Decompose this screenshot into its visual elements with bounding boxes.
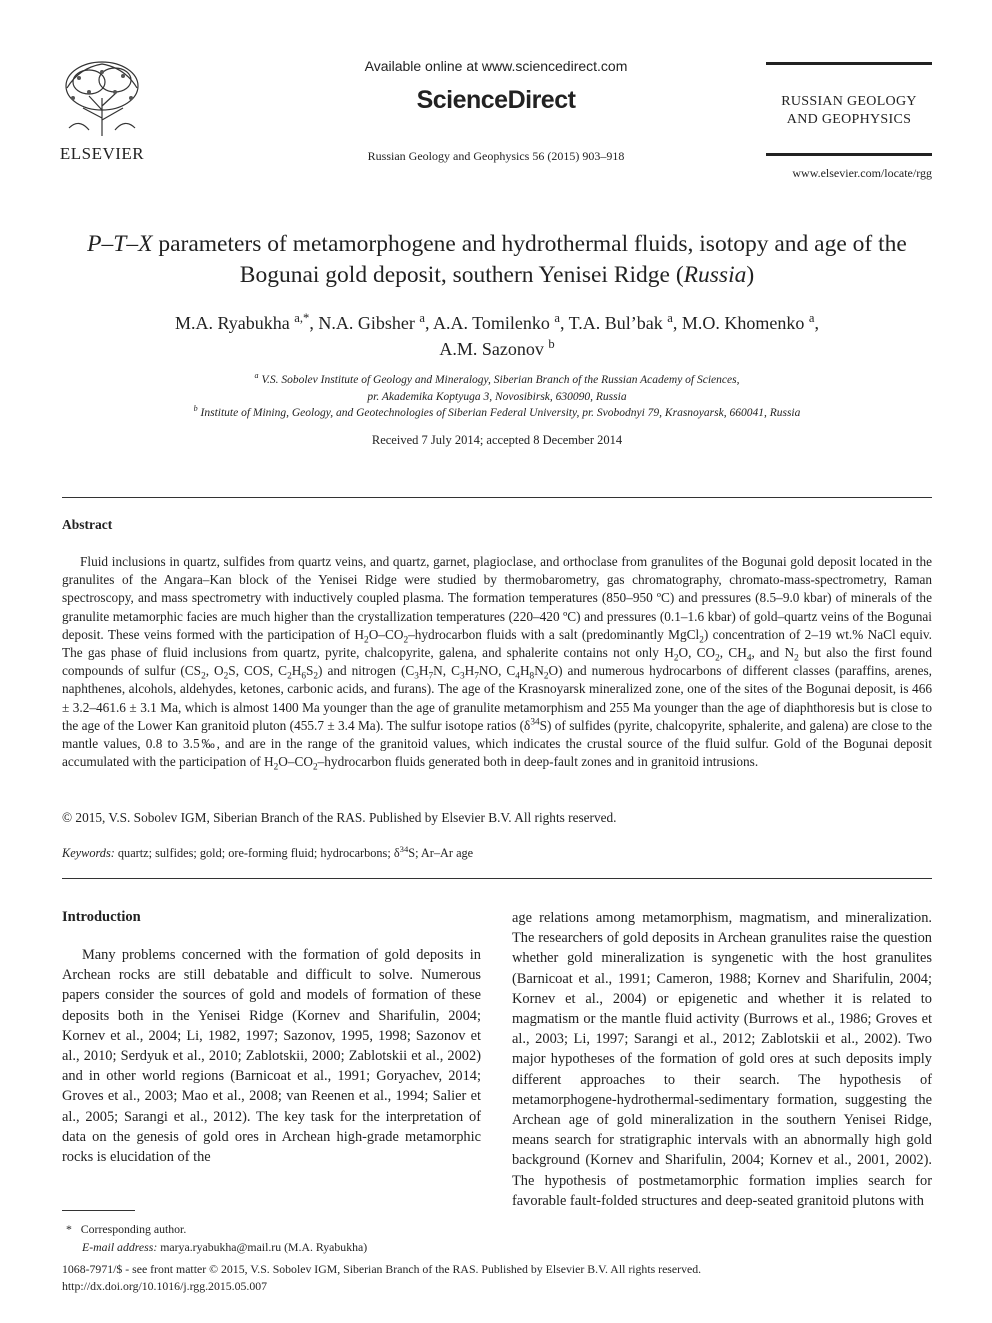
available-online-text: Available online at www.sciencedirect.com xyxy=(364,58,628,74)
author: T.A. Bul’bak $^a$ xyxy=(568,311,673,333)
intro-column-left: Many problems concerned with the formation of gold deposits in Archean rocks are still debatable and difficult to solve. Numerous papers consider the sources of gold and models of formation of these deposits both in the Yenisei Ridge (Kornev and Sharifulin, 2004; Kornev et al., 2004; Li, 1982, 1997; Sazonov, 1995, 1998; Sazonov et al., 2010; Serdyuk et al., 2010; Zablotskii, 2000; Zablotskii et al., 2002) and in other world regions (Barnicoat et al., 1991; Goryachev, 2014; Groves et al., 2003; Mao et al., 2008; van Reenen et al., 1994; Salier et al., 2005; Sarangi et al., 2012). The key task for the interpretation of data on the genesis of gold ores in Archean high-grade metamorphic rocks is elucidation of the xyxy=(62,947,481,1166)
abstract-heading: Abstract xyxy=(62,517,113,532)
journal-url[interactable]: www.elsevier.com/locate/rgg xyxy=(792,166,932,180)
affiliation-a-line2: pr. Akademika Koptyuga 3, Novosibirsk, 630090, Russia xyxy=(367,390,627,403)
divider xyxy=(62,497,932,498)
email-footnote: E-mail address: marya.ryabukha@mail.ru (M.A. Ryabukha) xyxy=(82,1240,368,1254)
elsevier-logo xyxy=(52,58,152,163)
author: N.A. Gibsher $^a$ xyxy=(318,311,425,333)
affiliations: $^a$ V.S. Sobolev Institute of Geology and Mineralogy, Siberian Branch of the Russian Academy of Sciences, pr. Akademika Koptyuga 3, Novosibirsk, 630090, Russia $^b$ Institute of Mining, Geology, and Geotechnologies of Siberian Federal University, pr. Svobodnyi 79, Krasnoyarsk, 660041, Russia xyxy=(193,371,801,419)
abstract-body: Fluid inclusions in quartz, sulfides from quartz veins, and quartz, garnet, plagioclase, and orthoclase from granulites of the Bogunai gold deposit located in the granulites of the Angara–Kan block of the Yenisei Ridge were studied by thermobarometry, gas chromatography, chromato-mass-spectrometry, Raman spectroscopy, and mass spectrometry with inductively coupled plasma. The formation temperatures (850–950 ºC) and pressures (8.5–9.0 kbar) of minerals of the granulite metamorphic facies are much higher than the crystallization temperatures (220–420 ºC) and pressures (0.1–1.6 kbar) of gold–quartz veins of the Bogunai deposit. These veins formed with the participation of $H_2O-CO_2$–hydrocarbon fluids with a salt (predominantly MgCl$_2$) concentration of 2–19 wt.% NaCl equiv. The gas phase of fluid inclusions from quartz, pyrite, chalcopyrite, galena, and sphalerite contains not only $H_2O$, $CO_2$, $CH_4$, and $N_2$ but also the first found compounds of sulfur ($CS_2$, $O_2S$, COS, $C_2H_6S_2$) and nitrogen ($C_3H_7N$, $C_3H_7NO$, $C_4H_8N_2O$) and numerous hydrocarbons of different classes (paraffins, arenes, naphthenes, alcohols, aldehydes, ketones, carbonic acids, and furans). The age of the Krasnoyarsk mineralized zone, one of the sites of the Bogunai deposit, is 466 ± 3.2–461.6 ± 3.1 Ma, which is almost 1400 Ma younger than the age of granulite metamorphism and 255 Ma younger than the age of diaphthoresis but is close to the age of the Lower Kan granitoid pluton (455.7 ± 3.4 Ma). The sulfur isotope ratios $(\delta^{34}S)$ of sulfides (pyrite, chalcopyrite, sphalerite, and galena) are close to the mantle values, 0.8 to 3.5‰, and are in the range of the granitoid values, which indicates the crustal source of the fluid sulfur. Gold of the Bogunai deposit accumulated with the participation of $H_2O-CO_2$–hydrocarbon fluids generated both in deep-fault zones and in granitoid intrusions. xyxy=(62,554,933,773)
front-matter-line: 1068-7971/$ - see front matter © 2015, V.S. Sobolev IGM, Siberian Branch of the RAS. Published by Elsevier B.V. All rights reserved. xyxy=(62,1262,702,1276)
journal-citation: Russian Geology and Geophysics 56 (2015) 903–918 xyxy=(367,149,625,163)
introduction-heading: Introduction xyxy=(62,909,141,925)
elsevier-tree-icon xyxy=(59,58,145,138)
authors: M.A. Ryabukha $^{a,*}$, N.A. Gibsher $^a$, A.A. Tomilenko $^a$, T.A. Bul’bak $^a$, M.O. Khomenko $^a$, A.M. Sazonov $^b$ xyxy=(175,311,819,359)
intro-column-right: age relations among metamorphism, magmatism, and mineralization. The researchers of gold deposits in Archean granulites raise the question whether gold mineralization is syngenetic with the host granulites (Barnicoat et al., 1991; Cameron, 1988; Kornev and Sharifulin, 2004; Kornev et al., 2004) or epigenetic and whether it is related to magmatism or the mantle fluid activity (Burrows et al., 1986; Groves et al., 2003; Li, 1997; Sarangi et al., 2012; Zablotskii et al., 2002). Two major hypotheses of the formation of gold ores at such deposits imply different approaches to their search. The hypothesis of metamorphogene-hydrothermal-sedimentary formation, suggesting the Archean age of gold mineralization in the southern Yenisei Ridge, means search for stratigraphic intervals with an abnormally high gold background (Kornev and Sharifulin, 2004; Kornev et al., 2001, 2002). The hypothesis of postmetamorphic formation implies search for favorable fault-folded structures and deep-seated granitoid plutons with xyxy=(512,910,932,1209)
journal-rule-bottom xyxy=(766,153,932,156)
corresponding-footnote: * Corresponding author. xyxy=(66,1222,187,1236)
keywords: Keywords: quartz; sulfides; gold; ore-forming fluid; hydrocarbons; $\delta^{34}S$; Ar–Ar age xyxy=(62,843,474,860)
email-link[interactable]: marya.ryabukha@mail.ru (M.A. Ryabukha) xyxy=(157,1240,368,1254)
page-footer xyxy=(62,1261,932,1295)
journal-name-line2: AND GEOPHYSICS xyxy=(786,112,912,127)
abstract-copyright: © 2015, V.S. Sobolev IGM, Siberian Branch of the RAS. Published by Elsevier B.V. All rights reserved. xyxy=(62,810,617,825)
keywords-label: Keywords: xyxy=(62,846,115,860)
author: M.O. Khomenko $^a$ xyxy=(681,311,815,333)
elsevier-logo-text: ELSEVIER xyxy=(59,144,145,163)
title-main: parameters of metamorphogene and hydrothermal fluids, isotopy and age of the Bogunai gold deposit, southern Yenisei Ridge ( xyxy=(152,231,907,288)
title-italic-prefix: P–T–X xyxy=(87,231,153,257)
author: M.A. Ryabukha $^{a,*}$ xyxy=(175,311,310,333)
journal-name xyxy=(766,93,932,129)
doi-link[interactable]: http://dx.doi.org/10.1016/j.rgg.2015.05.007 xyxy=(62,1279,268,1293)
article-title xyxy=(62,229,932,291)
author: A.M. Sazonov $^b$ xyxy=(439,337,555,359)
sciencedirect-brand: ScienceDirect xyxy=(416,86,576,114)
affiliation-a-line1: V.S. Sobolev Institute of Geology and Mineralogy, Siberian Branch of the Russian Academy of Sciences, xyxy=(261,374,740,386)
footnote-rule xyxy=(62,1210,135,1211)
journal-name-line1: RUSSIAN GEOLOGY xyxy=(781,94,917,109)
affiliation-b: Institute of Mining, Geology, and Geotechnologies of Siberian Federal University, pr. Svobodnyi 79, Krasnoyarsk, 660041, Russia xyxy=(200,407,801,419)
title-italic-suffix: Russia xyxy=(683,262,747,288)
title-close: ) xyxy=(746,262,755,288)
divider xyxy=(62,878,932,879)
journal-rule-top xyxy=(766,62,932,65)
received-dates: Received 7 July 2014; accepted 8 December 2014 xyxy=(371,433,623,447)
author: A.A. Tomilenko $^a$ xyxy=(432,311,560,333)
